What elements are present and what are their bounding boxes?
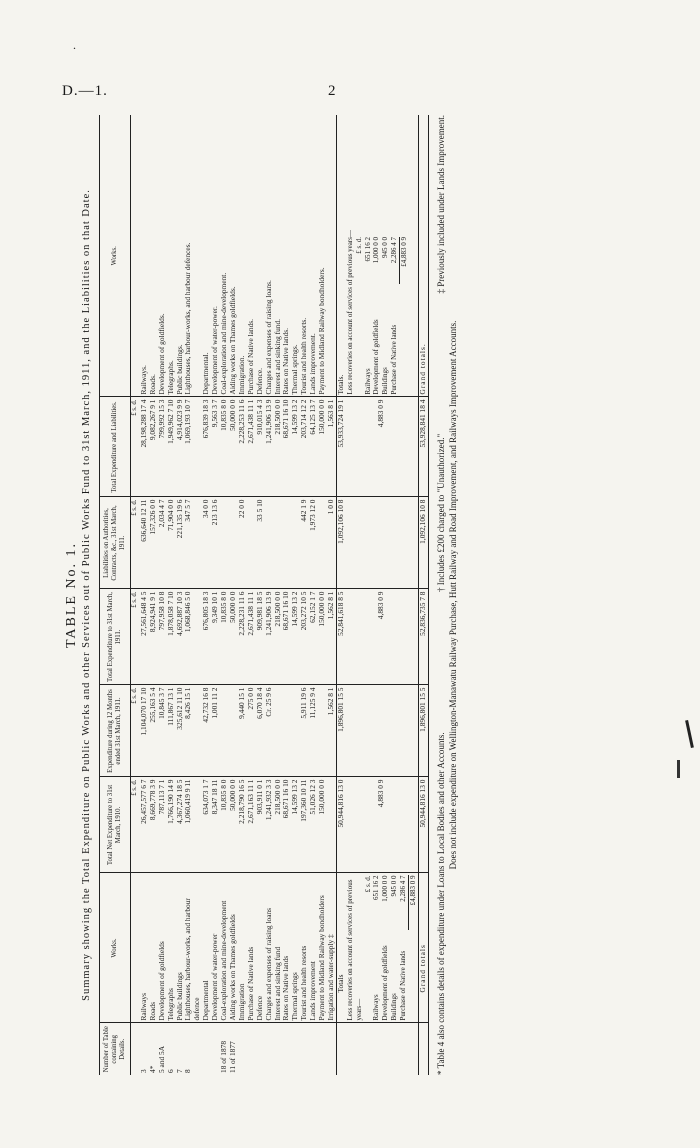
unit-label: £ s. d. — [131, 685, 140, 777]
cell-during — [282, 685, 291, 777]
cell-total: 50,000 0 0 — [229, 589, 238, 685]
cell-works-r: Interest and sinking fund. — [274, 115, 283, 397]
recoveries-subtotal: £4,883 0 9 — [408, 876, 418, 931]
recovery-item-value: 1,000 0 0 — [372, 237, 381, 264]
footnotes — [435, 115, 459, 1075]
cell-during: 10,845 3 7 — [158, 685, 167, 777]
cell-net: 1,060,419 9 11 — [184, 777, 202, 873]
cell-total: 68,671 16 10 — [282, 589, 291, 685]
cell-liab: 636,640 12 11 — [140, 497, 149, 589]
cell-during — [220, 685, 229, 777]
cell-works-r: Development of goldfields. — [158, 115, 167, 397]
cell-total: 797,958 10 8 — [158, 589, 167, 685]
recoveries-exp-liab: 4,883 0 9 — [346, 397, 419, 497]
cell-exp-liab: 2,671,438 11 1 — [247, 397, 256, 497]
footnote: † Includes £200 charged to "Unauthorized." — [435, 433, 446, 592]
cell-works-r: Roads. — [149, 115, 158, 397]
cell-net: 26,457,577 6 7 — [140, 777, 149, 873]
cell-works: Tourist and health resorts — [300, 873, 309, 1023]
cell-exp-liab: 1,949,962 7 10 — [167, 397, 176, 497]
cell-ref — [300, 1023, 309, 1075]
cell-total: 4,692,887 10 3 — [176, 589, 185, 685]
recoveries-list-right — [364, 117, 400, 395]
rotated-page-content — [64, 115, 664, 1075]
column-header: Total Expenditure and Liabilities. — [100, 397, 131, 497]
summary-table — [99, 115, 429, 1075]
cell-works-r: Development of water-power. — [211, 115, 220, 397]
cell-exp-liab: 64,125 13 7 — [309, 397, 318, 497]
column-header: Works. — [100, 873, 131, 1023]
recoveries-total: 4,883 0 9 — [346, 589, 419, 685]
totals-exp-liab: 53,933,724 19 1 — [336, 397, 345, 497]
totals-liabilities: 1,092,106 10 8 — [336, 497, 345, 589]
cell-works-r: Lighthouses, harbour-works, and harbour defences. — [184, 115, 202, 397]
cell-exp-liab: 28,198,288 17 4 — [140, 397, 149, 497]
column-header: Total Expenditure to 31st March, 1911. — [100, 589, 131, 685]
cell-works: Development of goldfields — [158, 873, 167, 1023]
totals-section — [336, 115, 428, 1075]
cell-total: 2,671,438 11 1 — [247, 589, 256, 685]
cell-works: Roads — [149, 873, 158, 1023]
cell-works: Defence — [256, 873, 265, 1023]
cell-during: 111,867 13 1 — [167, 685, 176, 777]
cell-works: Departmental — [202, 873, 211, 1023]
recovery-item — [390, 876, 399, 1021]
recoveries-label: Less recoveries on account of services of previous years— — [345, 879, 363, 1021]
cell-exp-liab: 799,992 15 3 — [158, 397, 167, 497]
cell-liab: 71,904 0 0 — [167, 497, 176, 589]
unit-label: £ s. d. — [131, 397, 140, 497]
cell-net: 787,113 7 1 — [158, 777, 167, 873]
document-reference: D.—1. — [62, 83, 108, 99]
cell-ref — [238, 1023, 247, 1075]
cell-during: 1,562 8 1 — [327, 685, 336, 777]
cell-exp-liab: 203,714 12 2 — [300, 397, 309, 497]
cell-works: Rates on Native lands — [282, 873, 291, 1023]
recovery-item-value: 2,286 4 7 — [390, 237, 399, 264]
column-header: Liabilities on Authorities, Contracts, &c., 31st March, 1911. — [100, 497, 131, 589]
cell-works: Development of water-power — [211, 873, 220, 1023]
cell-ref — [256, 1023, 265, 1075]
cell-net: 2,671,163 11 1 — [247, 777, 256, 873]
cell-during: 9,440 15 1 — [238, 685, 247, 777]
cell-total: 676,805 18 3 — [202, 589, 211, 685]
grand-totals-row — [419, 115, 429, 1075]
cell-ref: 5 and 5A — [156, 1045, 166, 1073]
cell-ref — [291, 1023, 300, 1075]
cell-ref — [202, 1023, 211, 1075]
cell-during: 11,125 9 4 — [309, 685, 318, 777]
cell-works: Railways — [140, 873, 149, 1023]
cell-ref — [247, 1023, 256, 1075]
cell-during: 275 0 0 — [247, 685, 256, 777]
table-title: TABLE No. 1. — [64, 541, 79, 649]
totals-label: Totals — [336, 873, 345, 1023]
cell-total: 909,981 18 5 — [256, 589, 265, 685]
cell-total: 1,562 8 1 — [327, 589, 336, 685]
cell-liab: 1 0 0 — [327, 497, 336, 589]
cell-ref — [274, 1023, 283, 1075]
cell-net: 51,026 12 3 — [309, 777, 318, 873]
cell-net: 68,671 16 10 — [282, 777, 291, 873]
cell-exp-liab: 1,241,906 13 9 — [265, 397, 274, 497]
recovery-item-name: Development of goldfields — [372, 319, 381, 395]
recovery-item-value: 651 16 2 — [363, 237, 372, 262]
cell-total: 10,835 8 0 — [220, 589, 229, 685]
recovery-item — [372, 876, 381, 1021]
cell-during: 255,163 5 4 — [149, 685, 158, 777]
cell-exp-liab: 218,500 0 0 — [274, 397, 283, 497]
cell-ref — [282, 1023, 291, 1075]
cell-liab: 34 0 0 — [202, 497, 211, 589]
recoveries-list — [372, 876, 408, 1021]
cell-total: 218,500 0 0 — [274, 589, 283, 685]
scan-mark — [677, 760, 680, 778]
recoveries-subtotal-right: £4,883 0 9 — [399, 237, 409, 285]
cell-exp-liab: 50,000 0 0 — [229, 397, 238, 497]
cell-exp-liab: 14,599 13 2 — [291, 397, 300, 497]
cell-works-r: Immigration. — [238, 115, 247, 397]
cell-works-r: Payment to Midland Railway bondholders. — [318, 115, 327, 397]
column-header: Works. — [100, 115, 131, 397]
cell-works: Interest and sinking fund — [274, 873, 283, 1023]
cell-net: 218,500 0 0 — [274, 777, 283, 873]
cell-total: 203,272 10 5 — [300, 589, 309, 685]
cell-works-r: Lands improvement. — [309, 115, 318, 397]
totals-label-right: Totals. — [336, 115, 345, 397]
recoveries-unit: £ s. d. — [363, 875, 372, 893]
cell-works-r: Railways. — [140, 115, 149, 397]
cell-ref: 8 — [183, 1069, 193, 1073]
cell-ref — [327, 1023, 336, 1075]
cell-liab: 213 13 6 — [211, 497, 220, 589]
cell-works-r — [327, 115, 336, 397]
cell-works: Lands improvement — [309, 873, 318, 1023]
totals-total: 52,841,618 8 5 — [336, 589, 345, 685]
cell-exp-liab: 910,015 4 3 — [256, 397, 265, 497]
cell-during: 325,612 11 10 — [176, 685, 185, 777]
cell-total: 1,068,846 5 0 — [184, 589, 202, 685]
footnote: ‡ Previously included under Lands Improvement. — [435, 115, 446, 294]
cell-liab: 33 5 10 — [256, 497, 265, 589]
recovery-item-name: Buildings — [381, 367, 390, 395]
recovery-item-value: 2,286 4 7 — [399, 875, 408, 902]
cell-works-r: Purchase of Native lands. — [247, 115, 256, 397]
table-row — [184, 115, 202, 1075]
cell-works: Telegraphs — [167, 873, 176, 1023]
cell-works: Aiding works on Thames goldfields — [229, 873, 238, 1023]
cell-net: 14,599 13 2 — [291, 777, 300, 873]
unit-label: £ s. d. — [131, 589, 140, 685]
cell-total: 1,241,906 13 9 — [265, 589, 274, 685]
cell-net: 4,367,274 18 5 — [176, 777, 185, 873]
cell-works-r: Coal-exploration and mine-development. — [220, 115, 229, 397]
recovery-item-value: 945 0 0 — [390, 875, 399, 897]
cell-during: 1,104,070 17 10 — [140, 685, 149, 777]
recovery-item — [381, 237, 390, 395]
cell-net: 2,218,790 16 5 — [238, 777, 247, 873]
cell-works: Immigration — [238, 873, 247, 1023]
cell-exp-liab: 150,000 0 0 — [318, 397, 327, 497]
cell-during — [274, 685, 283, 777]
cell-exp-liab: 9,563 3 7 — [211, 397, 220, 497]
cell-net: 903,911 0 1 — [256, 777, 265, 873]
grand-totals-label-right: Grand totals. — [419, 115, 429, 397]
table-row — [327, 115, 336, 1075]
totals-during: 1,896,801 15 5 — [336, 685, 345, 777]
cell-works: Irrigation and water-supply ‡ — [327, 873, 336, 1023]
cell-total: 2,228,231 11 6 — [238, 589, 247, 685]
cell-liab: 347 5 7 — [184, 497, 202, 589]
cell-liab: 22 0 0 — [238, 497, 247, 589]
grand-totals-exp-liab: 53,928,841 18 4 — [419, 397, 429, 497]
recovery-item-value: 651 16 2 — [372, 875, 381, 900]
recovery-item — [390, 237, 399, 395]
cell-ref — [265, 1023, 274, 1075]
cell-net: 50,000 0 0 — [229, 777, 238, 873]
recoveries-block-right — [346, 115, 419, 397]
cell-liab — [274, 497, 283, 589]
recovery-item-name: Development of goldfields — [381, 945, 390, 1021]
cell-works: Charges and expenses of raising loans — [265, 873, 274, 1023]
column-header: Number of Table containing Details. — [100, 1023, 131, 1075]
cell-works: Lighthouses, harbour-works, and harbour defence — [184, 873, 202, 1023]
recovery-item-name: Purchase of Native lands — [399, 950, 408, 1021]
cell-net: 8,669,778 3 9 — [149, 777, 158, 873]
column-header: Total Net Expenditure to 31st March, 1910. — [100, 777, 131, 873]
cell-during: 8,426 15 1 — [184, 685, 202, 777]
cell-exp-liab: 676,839 18 3 — [202, 397, 211, 497]
cell-liab — [265, 497, 274, 589]
page-number: 2 — [328, 83, 336, 99]
grand-totals-label: Grand totals — [419, 873, 429, 1023]
recovery-item-name: Railways — [372, 994, 381, 1021]
recovery-item — [399, 876, 408, 1021]
cell-exp-liab: 10,835 8 0 — [220, 397, 229, 497]
cell-ref: 7 — [174, 1069, 184, 1073]
totals-net: 50,944,816 13 0 — [336, 777, 345, 873]
cell-ref: 3 — [138, 1069, 148, 1073]
column-header: Expenditure during 12 Months ended 31st March, 1911. — [100, 685, 131, 777]
cell-works-r: Rates on Native lands. — [282, 115, 291, 397]
cell-total: 14,599 13 2 — [291, 589, 300, 685]
cell-works-r: Aiding works on Thames goldfields. — [229, 115, 238, 397]
recoveries-label-right: Less recoveries on account of services of previous years— — [345, 230, 354, 395]
cell-total: 150,000 0 0 — [318, 589, 327, 685]
recoveries-net: 4,883 0 9 — [346, 777, 419, 873]
cell-liab: 1,973 12 0 — [309, 497, 318, 589]
cell-works: Purchase of Native lands — [247, 873, 256, 1023]
cell-during: 5,911 19 6 — [300, 685, 309, 777]
cell-ref: 4* — [147, 1065, 157, 1073]
recovery-item — [381, 876, 390, 1021]
cell-exp-liab: 1,563 8 1 — [327, 397, 336, 497]
cell-works-r: Thermal springs. — [291, 115, 300, 397]
cell-net: 8,347 18 11 — [211, 777, 220, 873]
cell-net: 150,000 0 0 — [318, 777, 327, 873]
cell-net — [327, 777, 336, 873]
cell-net: 634,073 1 7 — [202, 777, 211, 873]
cell-ref — [318, 1023, 327, 1075]
cell-exp-liab: 2,228,253 11 6 — [238, 397, 247, 497]
totals-row — [336, 115, 345, 1075]
recoveries-block — [346, 873, 419, 1023]
recovery-item-name: Purchase of Native lands — [390, 324, 399, 395]
recoveries-unit-right: £ s. d. — [354, 237, 363, 254]
cell-works-r: Defence. — [256, 115, 265, 397]
cell-ref: 11 of 1877 — [227, 1041, 237, 1073]
recovery-item — [364, 237, 373, 395]
cell-net: 1,241,932 3 3 — [265, 777, 274, 873]
grand-totals-total: 52,836,735 7 8 — [419, 589, 429, 685]
recovery-item-name: Buildings — [390, 993, 399, 1021]
table-subtitle: Summary showing the Total Expenditure on Public Works and other Services out of Public Works Fund to 31st March, 1911, and the Liabilities on that Date. — [81, 189, 92, 1001]
cell-works-r: Telegraphs. — [167, 115, 176, 397]
cell-works-r: Departmental. — [202, 115, 211, 397]
cell-net: 10,835 8 0 — [220, 777, 229, 873]
cell-liab: 442 1 9 — [300, 497, 309, 589]
recovery-item-name: Railways — [363, 368, 372, 395]
cell-total: 1,878,058 7 10 — [167, 589, 176, 685]
cell-during: 6,070 18 4 — [256, 685, 265, 777]
cell-works-r: Public buildings. — [176, 115, 185, 397]
cell-liab: 2,034 4 7 — [158, 497, 167, 589]
cell-net: 197,360 10 11 — [300, 777, 309, 873]
cell-ref: 18 of 1878 — [219, 1040, 229, 1073]
cell-ref — [309, 1023, 318, 1075]
cell-total: 27,561,648 4 5 — [140, 589, 149, 685]
recovery-item-value: 945 0 0 — [381, 237, 390, 258]
table-header-row — [100, 115, 131, 1075]
unit-label: £ s. d. — [131, 497, 140, 589]
recovery-item — [372, 237, 381, 395]
cell-exp-liab: 9,082,267 9 1 — [149, 397, 158, 497]
cell-total: 8,924,941 9 1 — [149, 589, 158, 685]
cell-total: 62,152 1 7 — [309, 589, 318, 685]
cell-exp-liab: 1,069,193 10 7 — [184, 397, 202, 497]
scan-mark — [685, 720, 694, 748]
grand-totals-liabilities: 1,092,106 10 8 — [419, 497, 429, 589]
footnote: Does not include expenditure on Wellington-Manawatu Railway Purchase, Hutt Railway and Road Improvement, and Railways Improvement Accounts. — [447, 320, 458, 870]
cell-exp-liab: 4,914,023 9 9 — [176, 397, 185, 497]
table-body — [131, 115, 337, 1075]
cell-during: 1,001 11 2 — [211, 685, 220, 777]
recovery-item-value: 1,000 0 0 — [381, 875, 390, 902]
recoveries-row — [346, 115, 419, 1075]
cell-exp-liab: 68,671 16 10 — [282, 397, 291, 497]
cell-during: 42,732 16 8 — [202, 685, 211, 777]
cell-net: 1,766,190 14 9 — [167, 777, 176, 873]
cell-works: Thermal springs — [291, 873, 300, 1023]
cell-ref: 6 — [165, 1069, 175, 1073]
page-mark: . — [73, 38, 76, 52]
cell-works: Payment to Midland Railway bondholders — [318, 873, 327, 1023]
cell-liab: 221,135 19 6 — [176, 497, 185, 589]
grand-totals-during: 1,896,801 15 5 — [419, 685, 429, 777]
cell-works-r: Tourist and health resorts. — [300, 115, 309, 397]
cell-liab — [220, 497, 229, 589]
cell-works-r: Charges and expenses of raising loans. — [265, 115, 274, 397]
cell-works: Coal-exploration and mine-development — [220, 873, 229, 1023]
cell-liab — [282, 497, 291, 589]
footnote: * Table 4 also contains details of expenditure under Loans to Local Bodies and other Accounts. — [435, 732, 446, 1075]
grand-totals-net: 50,944,816 13 0 — [419, 777, 429, 873]
cell-during: Cr. 25 9 6 — [265, 685, 274, 777]
cell-total: 9,349 10 1 — [211, 589, 220, 685]
unit-label: £ s. d. — [131, 777, 140, 873]
cell-works: Public buildings — [176, 873, 185, 1023]
cell-liab: 157,326 0 0 — [149, 497, 158, 589]
